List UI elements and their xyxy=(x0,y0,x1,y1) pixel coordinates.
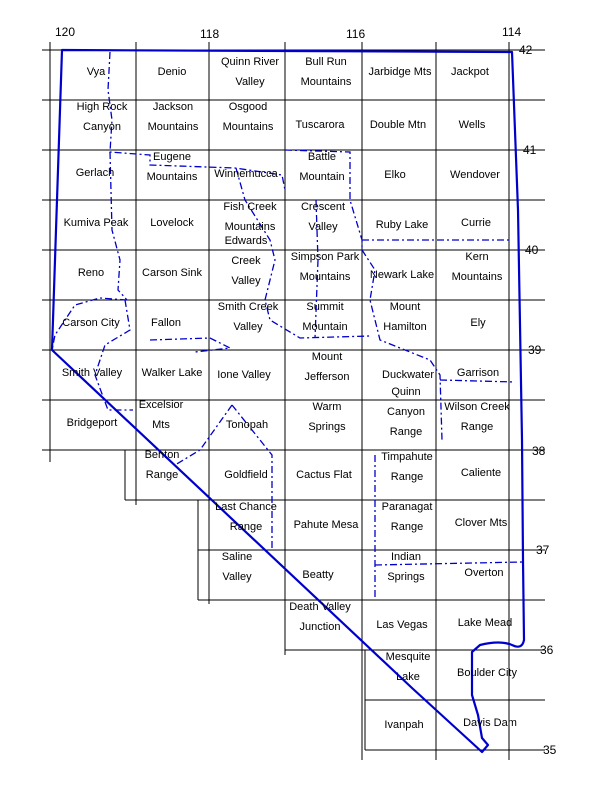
quadrangle-label: Benton Range xyxy=(144,449,180,481)
quadrangle-label: Paranagat Range xyxy=(381,501,433,533)
quadrangle-label: Ruby Lake xyxy=(375,219,429,231)
quadrangle-label: Denio xyxy=(157,66,187,78)
quadrangle-label: Death Valley Junction xyxy=(289,601,351,633)
quadrangle-label: Duckwater xyxy=(382,369,434,381)
quadrangle-label: Walker Lake xyxy=(141,367,203,379)
quadrangle-label: Garrison xyxy=(456,367,500,379)
quadrangle-label: Currie xyxy=(461,217,491,229)
quadrangle-label: Excelsior Mts xyxy=(138,399,184,431)
quadrangle-label: Reno xyxy=(77,267,105,279)
quadrangle-label: Ely xyxy=(470,317,486,329)
quadrangle-label: Kern Mountains xyxy=(451,251,503,283)
quadrangle-label: Tonopah xyxy=(225,419,269,431)
quadrangle-label: Warm Springs xyxy=(308,401,346,433)
quadrangle-label: Ione Valley xyxy=(217,369,271,381)
quadrangle-label: Vya xyxy=(86,66,106,78)
quadrangle-label: Osgood Mountains xyxy=(222,101,274,133)
quadrangle-label: Wells xyxy=(458,119,486,131)
quadrangle-label: Wilson Creek Range xyxy=(444,401,510,433)
quadrangle-label: Lake Mead xyxy=(457,617,513,629)
quadrangle-label: Wendover xyxy=(450,169,500,181)
quadrangle-label: Cactus Flat xyxy=(296,469,352,481)
quadrangle-label: Eugene Mountains xyxy=(146,151,198,183)
quadrangle-label: Carson Sink xyxy=(142,267,202,279)
quadrangle-label: Bridgeport xyxy=(66,417,118,429)
longitude-label: 114 xyxy=(502,25,522,39)
quadrangle-label: Tuscarora xyxy=(295,119,345,131)
quadrangle-label: Quinn Canyon Range xyxy=(387,386,425,438)
quadrangle-label: Davis Dam xyxy=(463,717,517,729)
quadrangle-label: Last Chance Range xyxy=(215,501,277,533)
quadrangle-label: Battle Mountain xyxy=(299,151,345,183)
quadrangle-label: Mesquite Lake xyxy=(385,651,431,683)
quadrangle-label: Kumiva Peak xyxy=(63,217,129,229)
quadrangle-label: Bull Run Mountains xyxy=(300,56,352,88)
quadrangle-label: Caliente xyxy=(460,467,502,479)
quadrangle-label: Jarbidge Mts xyxy=(368,66,432,78)
quadrangle-labels xyxy=(62,56,518,731)
quadrangle-label: High Rock Canyon xyxy=(76,101,128,133)
quadrangle-label: Beatty xyxy=(302,569,334,581)
quadrangle-label: Lovelock xyxy=(150,217,194,229)
quadrangle-label: Gerlach xyxy=(75,167,115,179)
quadrangle-label: Crescent Valley xyxy=(300,201,346,233)
latitude-label: 37 xyxy=(536,543,550,557)
quadrangle-label: Boulder City xyxy=(457,667,517,679)
quadrangle-label: Pahute Mesa xyxy=(293,519,359,531)
quadrangle-label: Ivanpah xyxy=(384,719,424,731)
latitude-label: 39 xyxy=(528,343,542,357)
quadrangle-label: Quinn River Valley xyxy=(220,56,280,88)
quadrangle-label: Saline Valley xyxy=(221,551,253,583)
quadrangle-label: Fallon xyxy=(151,317,181,329)
quadrangle-label: Las Vegas xyxy=(376,619,428,631)
latitude-label: 42 xyxy=(519,43,533,57)
quadrangle-label: Jackpot xyxy=(451,66,489,78)
quadrangle-label: Overton xyxy=(464,567,504,579)
quadrangle-label: Timpahute Range xyxy=(381,451,433,483)
longitude-label: 120 xyxy=(55,25,76,39)
quadrangle-label: Goldfield xyxy=(224,469,268,481)
longitude-label: 116 xyxy=(346,27,366,41)
latitude-label: 38 xyxy=(532,444,546,458)
quadrangle-label: Double Mtn xyxy=(369,119,427,131)
county-boundaries xyxy=(52,52,522,600)
quadrangle-label: Clover Mts xyxy=(454,517,508,529)
quadrangle-label: Mount Jefferson xyxy=(304,351,350,383)
longitude-label: 118 xyxy=(200,27,220,41)
latitude-label: 40 xyxy=(525,243,539,257)
quadrangle-label: Smith Creek Valley xyxy=(217,301,279,333)
latitude-label: 41 xyxy=(523,143,537,157)
quadrangle-label: Elko xyxy=(384,169,406,181)
quadrangle-label: Indian Springs xyxy=(387,551,425,583)
quadrangle-label: Winnemucca xyxy=(214,168,278,180)
latitude-label: 36 xyxy=(540,643,554,657)
longitude-labels xyxy=(55,25,521,41)
quadrangle-label: Summit Mountain xyxy=(302,301,348,333)
quadrangle-label: Carson City xyxy=(62,317,120,329)
quadrangle-label: Simpson Park Mountains xyxy=(290,251,360,283)
quadrangle-label: Newark Lake xyxy=(369,269,435,281)
quadrangle-label: Fish Creek Mountains xyxy=(223,201,277,233)
quadrangle-label: Mount Hamilton xyxy=(383,301,427,333)
quadrangle-label: Smith Valley xyxy=(61,367,123,379)
latitude-label: 35 xyxy=(543,743,557,757)
quadrangle-label: Jackson Mountains xyxy=(147,101,199,133)
quadrangle-label: Edwards Creek Valley xyxy=(224,235,268,287)
